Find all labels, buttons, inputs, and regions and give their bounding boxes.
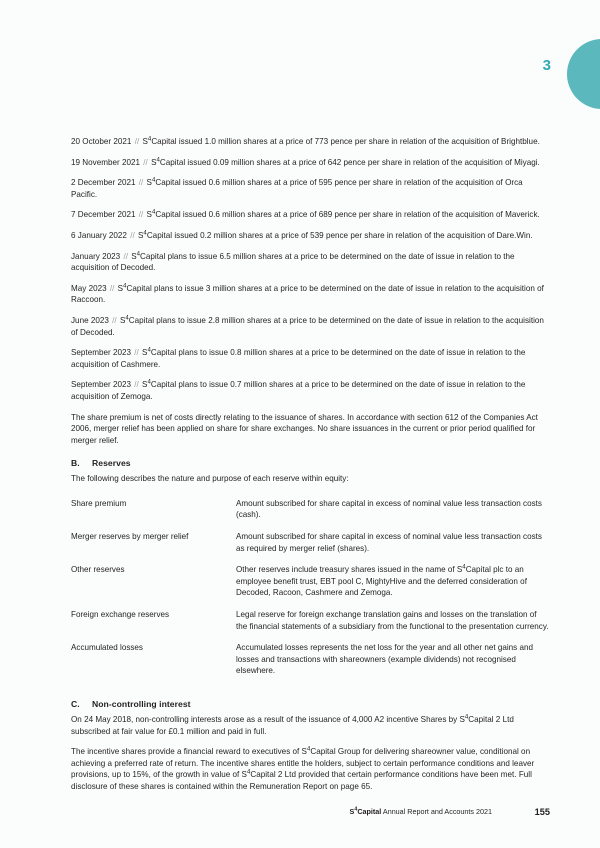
reserve-term: Other reserves — [71, 565, 125, 575]
reserve-term: Foreign exchange reserves — [71, 610, 170, 620]
share-issue-paragraph: 6 January $2022 // S^4Capital$ issued 0.2 million shares at a price of 539 pence per share in relation of the acquisition of Dare.Win. — [71, 229, 533, 240]
share-issue-text: Capital plans to issue 0.8 million shares at a price to be determined on the date of issue in relation to the acquisition of Cashmere. — [71, 348, 526, 369]
reserves-table-body — [71, 498, 550, 687]
superscript-four: 4 — [306, 745, 311, 753]
share-issue-date: September 2023 — [71, 348, 131, 358]
section-b-heading — [71, 457, 550, 469]
footer-title-text: Annual Report and Accounts 2021 — [381, 807, 492, 816]
footer-brand: $S^4Capital$ — [349, 806, 382, 816]
superscript-four: 4 — [123, 282, 127, 290]
share-issue-paragraph: September $2023 // S^4Capital$ plans to issue 0.8 million shares at a price to be determined on the date of issue in relation to the acquisition of Cashmere. — [71, 346, 526, 369]
share-issue-separator: // — [138, 178, 144, 188]
share-issue-paragraph: 7 December $2021 // S^4Capital$ issued 0.6 million shares at a price of 689 pence per share in relation of the acquisition of Maverick. — [71, 208, 540, 220]
page-footer — [71, 805, 550, 817]
table-row — [71, 642, 550, 687]
share-issue-separator: // — [134, 137, 140, 146]
superscript-four: 4 — [147, 378, 151, 386]
share-issue-text: Capital plans to issue 6.5 million shares at a price to be determined on the date of issue in relation to the acquisition of Decoded. — [71, 251, 515, 273]
superscript-four: 4 — [147, 346, 151, 354]
share-issue-text: Capital issued 0.6 million shares at a price of 689 pence per share in relation of the acquisition of Maverick. — [155, 210, 540, 220]
footer-document-title — [350, 807, 492, 817]
share-issue-date: 19 November 2021 — [71, 157, 141, 167]
superscript-four: 4 — [151, 208, 156, 216]
table-row — [71, 564, 550, 609]
section-c-heading — [71, 698, 550, 710]
section-b-title: Reserves — [92, 458, 131, 469]
share-issue-date: January 2023 — [71, 251, 121, 261]
page-number: 155 — [534, 807, 550, 817]
superscript-four: 4 — [147, 135, 152, 143]
share-issue-date: 6 January 2022 — [71, 230, 127, 240]
share-issue-paragraph: 2 December $2021 // S^4Capital$ issued 0.6 million shares at a price of 595 pence per share in relation of the acquisition of Orca Pacific. — [71, 176, 523, 199]
superscript-four: 4 — [354, 806, 358, 813]
share-issue-separator: // — [109, 283, 115, 293]
share-issue-separator: // — [112, 315, 117, 325]
superscript-four: 4 — [156, 155, 160, 163]
reserve-description: Accumulated losses represents the net loss for the year and all other net gains and losses and transactions with shareowners (example dividends) not recognised elsewhere. — [236, 643, 533, 676]
reserve-description: Other reserves include treasury shares issued in the name of $S^4Capital$ plc to an employee benefit trust, EBT pool C, MightyHive and the deferred consideration of Decoded, Racoon, Cashmere and Zemoga. — [236, 563, 527, 598]
share-issue-paragraph: May $2023 // S^4Capital$ plans to issue 3 million shares at a price to be determined on the date of issue in relation to the acquisition of Raccoon. — [71, 282, 544, 305]
reserves-definition-table — [71, 498, 550, 687]
share-issue-separator: // — [138, 210, 144, 220]
share-issue-date: September 2023 — [71, 380, 131, 390]
superscript-four: 4 — [462, 563, 466, 571]
share-issue-paragraph: January $2023 // S^4Capital$ plans to issue 6.5 million shares at a price to be determined on the date of issue in relation to the acquisition of Decoded. — [71, 249, 515, 273]
superscript-four: 4 — [151, 176, 156, 184]
share-issue-paragraph: 20 October $2021 // S^4Capital$ issued 1.0 million shares at a price of 773 pence per share in relation of the acquisition of Brightblue. — [71, 135, 540, 146]
share-issue-date: 20 October 2021 — [71, 137, 132, 146]
section-c-paragraph-2: The incentive shares provide a financial reward to executives of $S^4Capital$ Group for delivering shareowner value, conditional on achieving a preferred rate of return. The incentive shares entitle the holders, subject to certain performance conditions and leaver provisions, up to 15%, of the growth in value of $S^4Capital$ 2 Ltd provided that certain performance conditions have been met. Full disclosure of these shares is contained within the Remuneration Report on page 65. — [71, 745, 535, 791]
chapter-number-marker: 3 — [542, 57, 552, 74]
section-c-title: Non-controlling interest — [92, 699, 191, 709]
share-issue-separator: // — [130, 230, 135, 240]
share-issue-date: June 2023 — [71, 315, 109, 325]
table-row — [71, 531, 550, 564]
reserve-term: Share premium — [71, 498, 127, 508]
page-content — [71, 136, 550, 802]
share-premium-note: The share premium is net of costs directly relating to the issuance of shares. In accordance with section 612 of the Companies Act 2006, merger relief has been applied on share for share exchanges. No share issuances in the current or prior period qualified for merger relief. — [71, 412, 538, 445]
share-issue-separator: // — [123, 251, 128, 261]
superscript-four: 4 — [136, 249, 141, 257]
table-row — [71, 498, 550, 531]
reserve-term: Merger reserves by merger relief — [71, 532, 189, 542]
share-issue-separator: // — [134, 380, 139, 390]
share-issue-separator: // — [134, 348, 139, 358]
share-issue-text: Capital plans to issue 0.7 million shares at a price to be determined on the date of issue in relation to the acquisition of Zemoga. — [71, 380, 526, 401]
share-issue-separator: // — [143, 157, 148, 167]
share-issue-paragraph: 19 November $2021 // S^4Capital$ issued 0.09 million shares at a price of 642 pence per share in relation of the acquisition of Miyagi. — [71, 155, 540, 167]
share-issue-paragraph: June $2023 // S^4Capital$ plans to issue 2.8 million shares at a price to be determined on the date of issue in relation to the acquisition of Decoded. — [71, 314, 544, 337]
share-issue-text: Capital issued 1.0 million shares at a price of 773 pence per share in relation of the acquisition of Brightblue. — [151, 137, 540, 146]
share-issue-date: 2 December 2021 — [71, 178, 136, 188]
section-b-letter: B. — [71, 458, 80, 469]
reserve-description: Amount subscribed for share capital in excess of nominal value less transaction costs as required by merger relief (shares). — [236, 532, 542, 553]
share-issue-paragraph: September $2023 // S^4Capital$ plans to issue 0.7 million shares at a price to be determined on the date of issue in relation to the acquisition of Zemoga. — [71, 378, 526, 401]
section-c-paragraph-1: On 24 May 2018, non-controlling interests arose as a result of the issuance of 4,000 A2 incentive Shares by $S^4Capital$ 2 Ltd subscribed at fair value for £0.1 million and paid in full. — [71, 713, 514, 736]
superscript-four: 4 — [246, 768, 251, 776]
superscript-four: 4 — [143, 229, 147, 237]
table-row — [71, 609, 550, 642]
share-issue-date: 7 December 2021 — [71, 210, 136, 220]
section-c-letter: C. — [71, 699, 80, 709]
superscript-four: 4 — [125, 314, 129, 322]
superscript-four: 4 — [464, 713, 469, 721]
share-issue-text: Capital plans to issue 2.8 million shares at a price to be determined on the date of issue in relation to the acquisition of Decoded. — [71, 315, 544, 337]
section-b-intro: The following describes the nature and purpose of each reserve within equity: — [71, 474, 349, 484]
share-issue-date: May 2023 — [71, 283, 107, 293]
share-issue-text: Capital issued 0.6 million shares at a price of 595 pence per share in relation of the acquisition of Orca Pacific. — [71, 178, 523, 199]
share-issue-list — [71, 136, 550, 403]
reserve-description: Amount subscribed for share capital in excess of nominal value less transaction costs (cash). — [236, 498, 542, 520]
chapter-tab-circle — [567, 39, 600, 109]
reserve-description: Legal reserve for foreign exchange translation gains and losses on the translation of the financial statements of a subsidiary from the functional to the presentation currency. — [236, 610, 549, 631]
share-issue-text: Capital plans to issue 3 million shares at a price to be determined on the date of issue in relation to the acquisition of Raccoon. — [71, 283, 544, 305]
share-issue-text: Capital issued 0.2 million shares at a price of 539 pence per share in relation of the acquisition of Dare.Win. — [146, 230, 533, 240]
reserve-term: Accumulated losses — [71, 643, 143, 653]
share-issue-text: Capital issued 0.09 million shares at a price of 642 pence per share in relation of the acquisition of Miyagi. — [159, 157, 540, 167]
